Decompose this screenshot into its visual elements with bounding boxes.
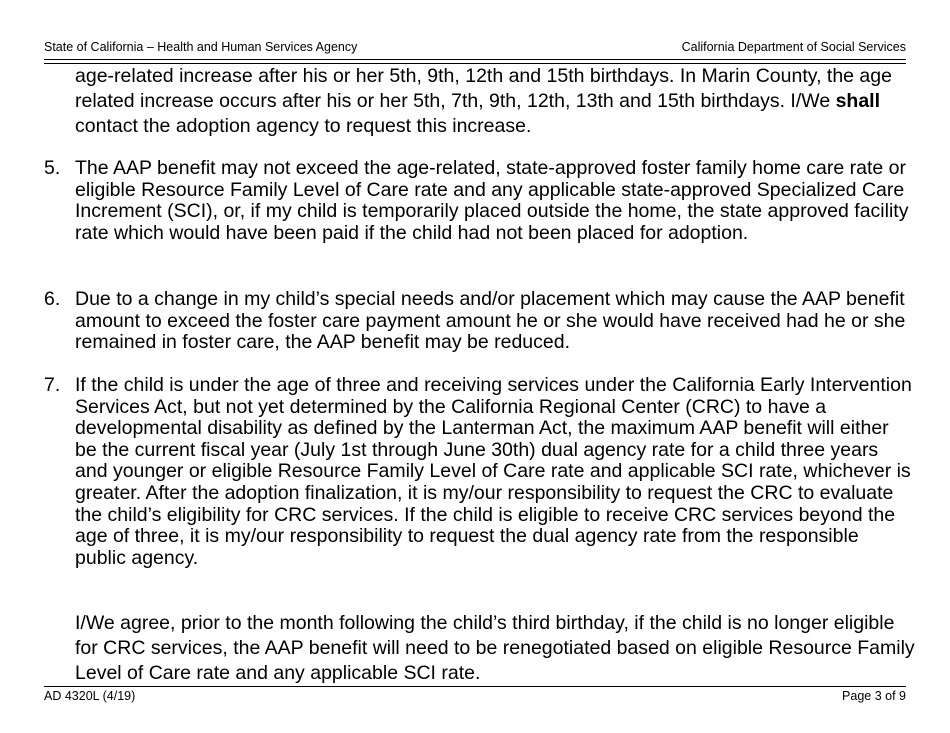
continued-text-end: contact the adoption agency to request this increase. bbox=[75, 115, 532, 137]
list-item-7 bbox=[44, 375, 914, 569]
item-number: 7. bbox=[44, 374, 61, 396]
footer-rule bbox=[44, 686, 906, 687]
item-number: 5. bbox=[44, 157, 61, 179]
header-rule-top bbox=[44, 59, 906, 60]
form-id: AD 4320L (4/19) bbox=[44, 689, 136, 703]
continued-text: age-related increase after his or her 5th, 9th, 12th and 15th birthdays. In Marin County, the age related increase occurs after his or her 5th, 7th, 9th, 12th, 13th and 15th birthdays. I/We bbox=[75, 65, 892, 112]
item-text: The AAP benefit may not exceed the age-related, state-approved foster family home care rate or eligible Resource Family Level of Care rate and any applicable state-approved Specialized Care Increment (SCI), or, if my child is temporarily placed outside the home, the state approved facility rate which would have been paid if the child had not been placed for adoption. bbox=[75, 157, 909, 244]
agreement-paragraph: I/We agree, prior to the month following the child’s third birthday, if the child is no longer eligible for CRC services, the AAP benefit will need to be renegotiated based on eligible Resource Family Level of Care rate and any applicable SCI rate. bbox=[75, 612, 915, 684]
item-number: 6. bbox=[44, 288, 61, 310]
list-item-6 bbox=[44, 289, 914, 354]
page-header bbox=[44, 40, 906, 54]
page-footer bbox=[44, 689, 906, 703]
continued-paragraph bbox=[75, 64, 915, 139]
item-text: Due to a change in my child’s special needs and/or placement which may cause the AAP benefit amount to exceed the foster care payment amount he or she would have received had he or she remained in foster care, the AAP benefit may be reduced. bbox=[75, 288, 906, 354]
page-number: Page 3 of 9 bbox=[842, 689, 906, 703]
list-item-5 bbox=[44, 158, 914, 244]
shall-emphasis: shall bbox=[835, 90, 881, 112]
header-department: California Department of Social Services bbox=[681, 40, 906, 54]
header-agency: State of California – Health and Human Services Agency bbox=[44, 40, 358, 54]
item-text: If the child is under the age of three and receiving services under the California Early Intervention Services Act, but not yet determined by the California Regional Center (CRC) to have a developmental disability as defined by the Lanterman Act, the maximum AAP benefit will either be the current fiscal year (July 1st through June 30th) dual agency rate for a child three years and younger or eligible Resource Family Level of Care rate and applicable SCI rate, whichever is greater. After the adoption finalization, it is my/our responsibility to request the CRC to evaluate the child’s eligibility for CRC services. If the child is eligible to receive CRC services beyond the age of three, it is my/our responsibility to request the dual agency rate from the responsible public agency. bbox=[75, 374, 912, 569]
